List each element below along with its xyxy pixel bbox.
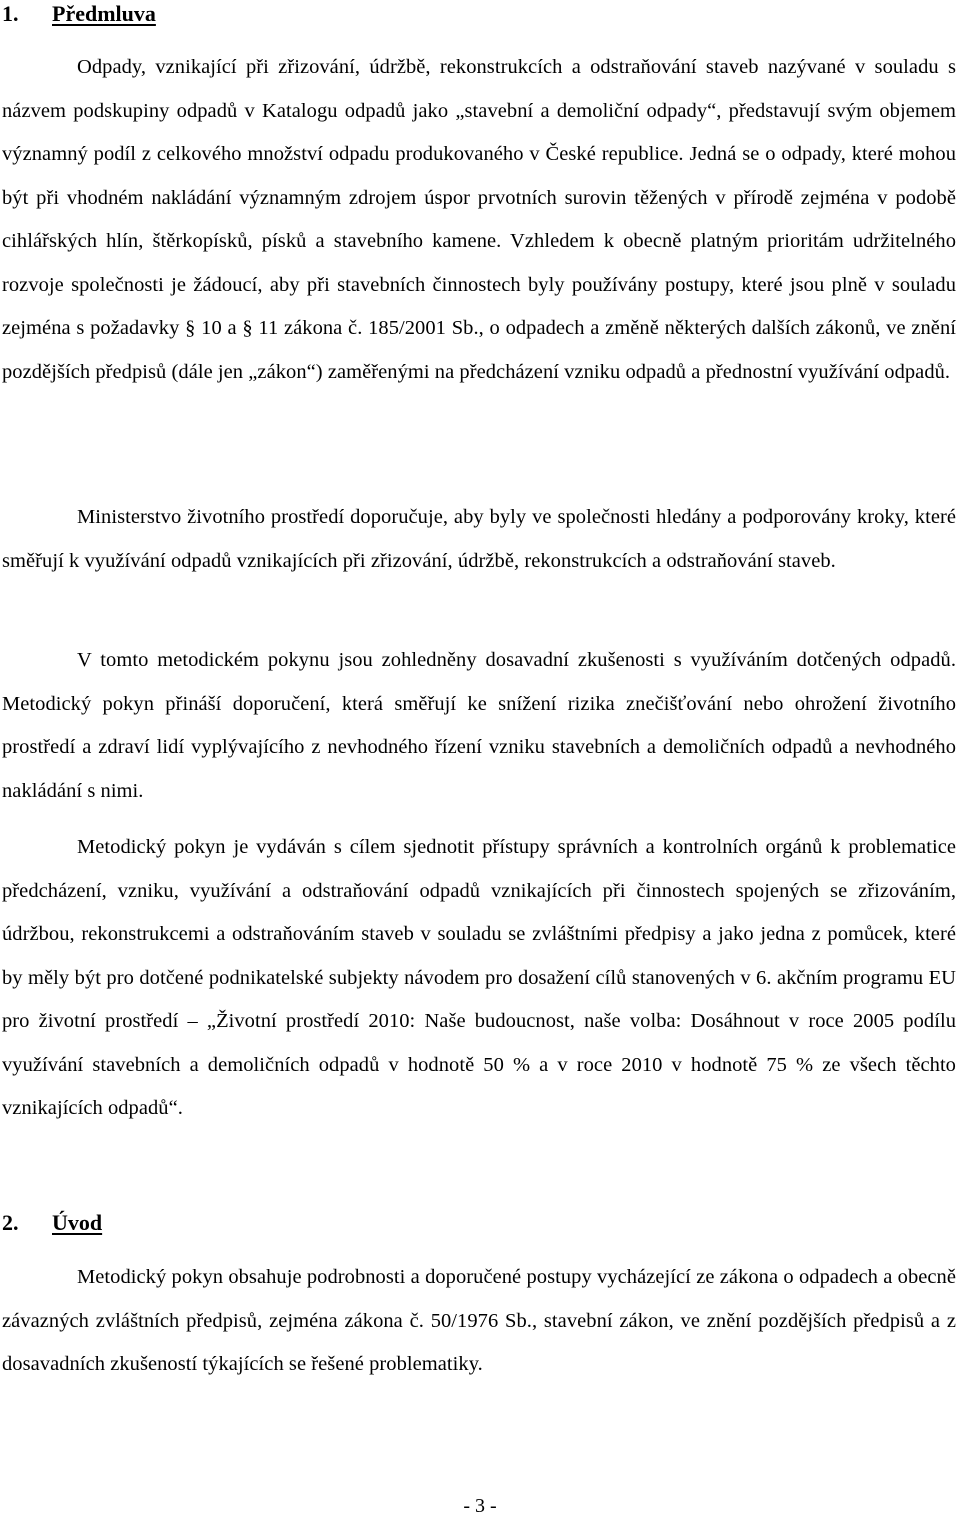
- section-title: Úvod: [52, 1210, 103, 1235]
- paragraph: Odpady, vznikající při zřizování, údržbě, rekonstrukcích a odstraňování staveb nazývané v souladu s názvem podskupiny odpadů v Katalogu odpadů jako „stavební a demoliční odpady“, představují svým objemem významný podíl z celkového množství odpadu produkovaného v České republice. Jedná se o odpady, které mohou být při vhodném nakládání významným zdrojem úspor prvotních surovin těžených v přírodě zejména v podobě cihlářských hlín, štěrkopísků, písků a stavebního kamene. Vzhledem k obecně platným prioritám udržitelného rozvoje společnosti je žádoucí, aby při stavebních činnostech byly používány postupy, které jsou plně v souladu zejména s požadavky § 10 a § 11 zákona č. 185/2001 Sb., o odpadech a změně některých dalších zákonů, ve znění pozdějších předpisů (dále jen „zákon“) zaměřenými na předcházení vzniku odpadů a přednostní využívání odpadů.: [2, 56, 956, 383]
- page-number: - 3 -: [463, 1495, 497, 1517]
- section-heading-uvod: [2, 1209, 102, 1237]
- paragraph: Ministerstvo životního prostředí doporučuje, aby byly ve společnosti hledány a podporovány kroky, které směřují k využívání odpadů vznikajících při zřizování, údržbě, rekonstrukcích a odstraňování staveb.: [2, 506, 956, 572]
- paragraph: V tomto metodickém pokynu jsou zohledněny dosavadní zkušenosti s využíváním dotčených odpadů. Metodický pokyn přináší doporučení, která směřují ke snížení rizika znečišťování nebo ohrožení životního prostředí a zdraví lidí vyplývajícího z nevhodného řízení vzniku stavebních a demoličních odpadů a nevhodného nakládání s nimi.: [2, 649, 956, 802]
- section-number: 1.: [2, 1, 19, 26]
- paragraph: Metodický pokyn je vydáván s cílem sjednotit přístupy správních a kontrolních orgánů k problematice předcházení, vzniku, využívání a odstraňování odpadů vznikajících při činnostech spojených se zřizováním, údržbou, rekonstrukcemi a odstraňováním staveb v souladu se zvláštními předpisy a jako jedna z pomůcek, které by měly být pro dotčené podnikatelské subjekty návodem pro dosažení cílů stanovených v 6. akčním programu EU pro životní prostředí – „Životní prostředí 2010: Naše budoucnost, naše volba: Dosáhnout v roce 2005 podílu využívání stavebních a demoličních odpadů v hodnotě 50 % a v roce 2010 v hodnotě 75 % ze všech těchto vznikajících odpadů“.: [2, 836, 956, 1119]
- section-title: Předmluva: [52, 1, 156, 26]
- section-number: 2.: [2, 1210, 19, 1235]
- section-heading-predmluva: [2, 0, 156, 28]
- paragraph: Metodický pokyn obsahuje podrobnosti a doporučené postupy vycházející ze zákona o odpadech a obecně závazných zvláštních předpisů, zejména zákona č. 50/1976 Sb., stavební zákon, ve znění pozdějších předpisů a z dosavadních zkušeností týkajících se řešené problematiky.: [2, 1266, 956, 1375]
